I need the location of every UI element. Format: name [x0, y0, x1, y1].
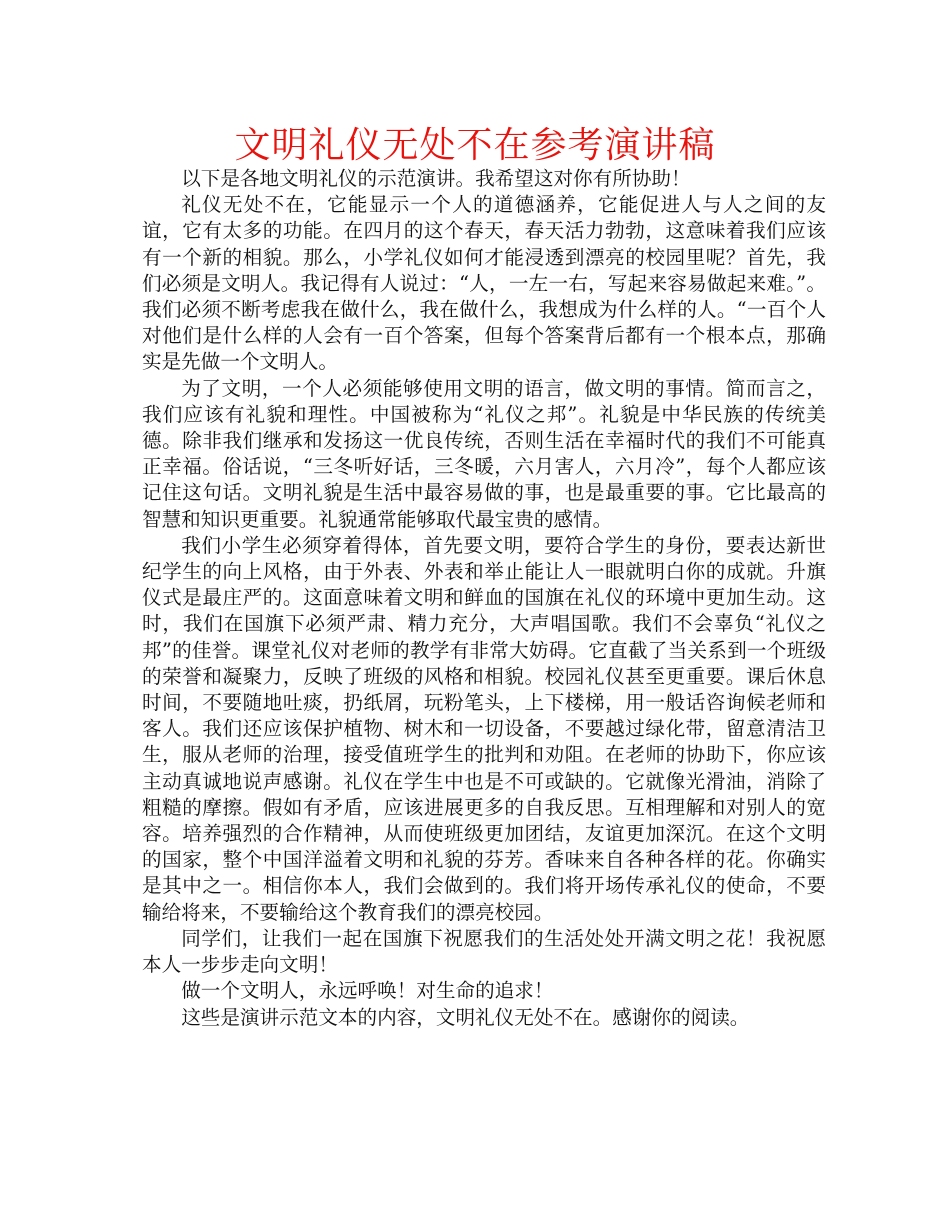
document-body: [142, 166, 826, 1031]
paragraph-civilized-language: 为了文明，一个人必须能够使用文明的语言，做文明的事情。简而言之，我们应该有礼貌和理性。中国被称为“礼仪之邦”。礼貌是中华民族的传统美德。除非我们继承和发扬这一优良传统，否则生活在幸福时代的我们不可能真正幸福。俗话说，“三冬听好话，三冬暖，六月害人，六月冷”，每个人都应该记住这句话。文明礼貌是生活中最容易做的事，也是最重要的事。它比最高的智慧和知识更重要。礼貌通常能够取代最宝贵的感情。: [142, 376, 826, 531]
paragraph-call: 做一个文明人，永远呼唤！对生命的追求！: [181, 979, 554, 1003]
paragraph-etiquette-everywhere: 礼仪无处不在，它能显示一个人的道德涵养，它能促进人与人之间的友谊，它有太多的功能。在四月的这个春天，春天活力勃勃，这意味着我们应该有一个新的相貌。那么，小学礼仪如何才能浸透到漂亮的校园里呢？首先，我们必须是文明人。我记得有人说过：“人，一左一右，写起来容易做起来难。”。我们必须不断考虑我在做什么，我在做什么，我想成为什么样的人。“一百个人对他们是什么样的人会有一百个答案，但每个答案背后都有一个根本点，那确实是先做一个文明人。: [142, 193, 826, 374]
document-title: 文明礼仪无处不在参考演讲稿: [234, 125, 716, 166]
paragraph-student-conduct: 我们小学生必须穿着得体，首先要文明，要符合学生的身份，要表达新世纪学生的向上风格，由于外表、外表和举止能让人一眼就明白你的成就。升旗仪式是最庄严的。这面意味着文明和鲜血的国旗在礼仪的环境中更加生动。这时，我们在国旗下必须严肃、精力充分，大声唱国歌。我们不会辜负“礼仪之邦”的佳誉。课堂礼仪对老师的教学有非常大妨碍。它直截了当关系到一个班级的荣誉和凝聚力，反映了班级的风格和相貌。校园礼仪甚至更重要。课后休息时间，不要随地吐痰，扔纸屑，玩粉笔头，上下楼梯，用一般话咨询候老师和客人。我们还应该保护植物、树木和一切设备，不要越过绿化带，留意清洁卫生，服从老师的治理，接受值班学生的批判和劝阻。在老师的协助下，你应该主动真诚地说声感谢。礼仪在学生中也是不可或缺的。它就像光滑油，消除了粗糙的摩擦。假如有矛盾，应该进展更多的自我反思。互相理解和对别人的宽容。培养强烈的合作精神，从而使班级更加团结，友谊更加深沉。在这个文明的国家，整个中国洋溢着文明和礼貌的芬芳。香味来自各种各样的花。你确实是其中之一。相信你本人，我们会做到的。我们将开场传承礼仪的使命，不要输给将来，不要输给这个教育我们的漂亮校园。: [142, 533, 826, 924]
paragraph-wishes: 同学们，让我们一起在国旗下祝愿我们的生活处处开满文明之花！我祝愿本人一步步走向文明！: [142, 926, 826, 977]
paragraph-intro: 以下是各地文明礼仪的示范演讲。我希望这对你有所协助！: [181, 167, 691, 190]
paragraph-closing: 这些是演讲示范文本的内容，文明礼仪无处不在。感谢你的阅读。: [181, 1005, 750, 1029]
